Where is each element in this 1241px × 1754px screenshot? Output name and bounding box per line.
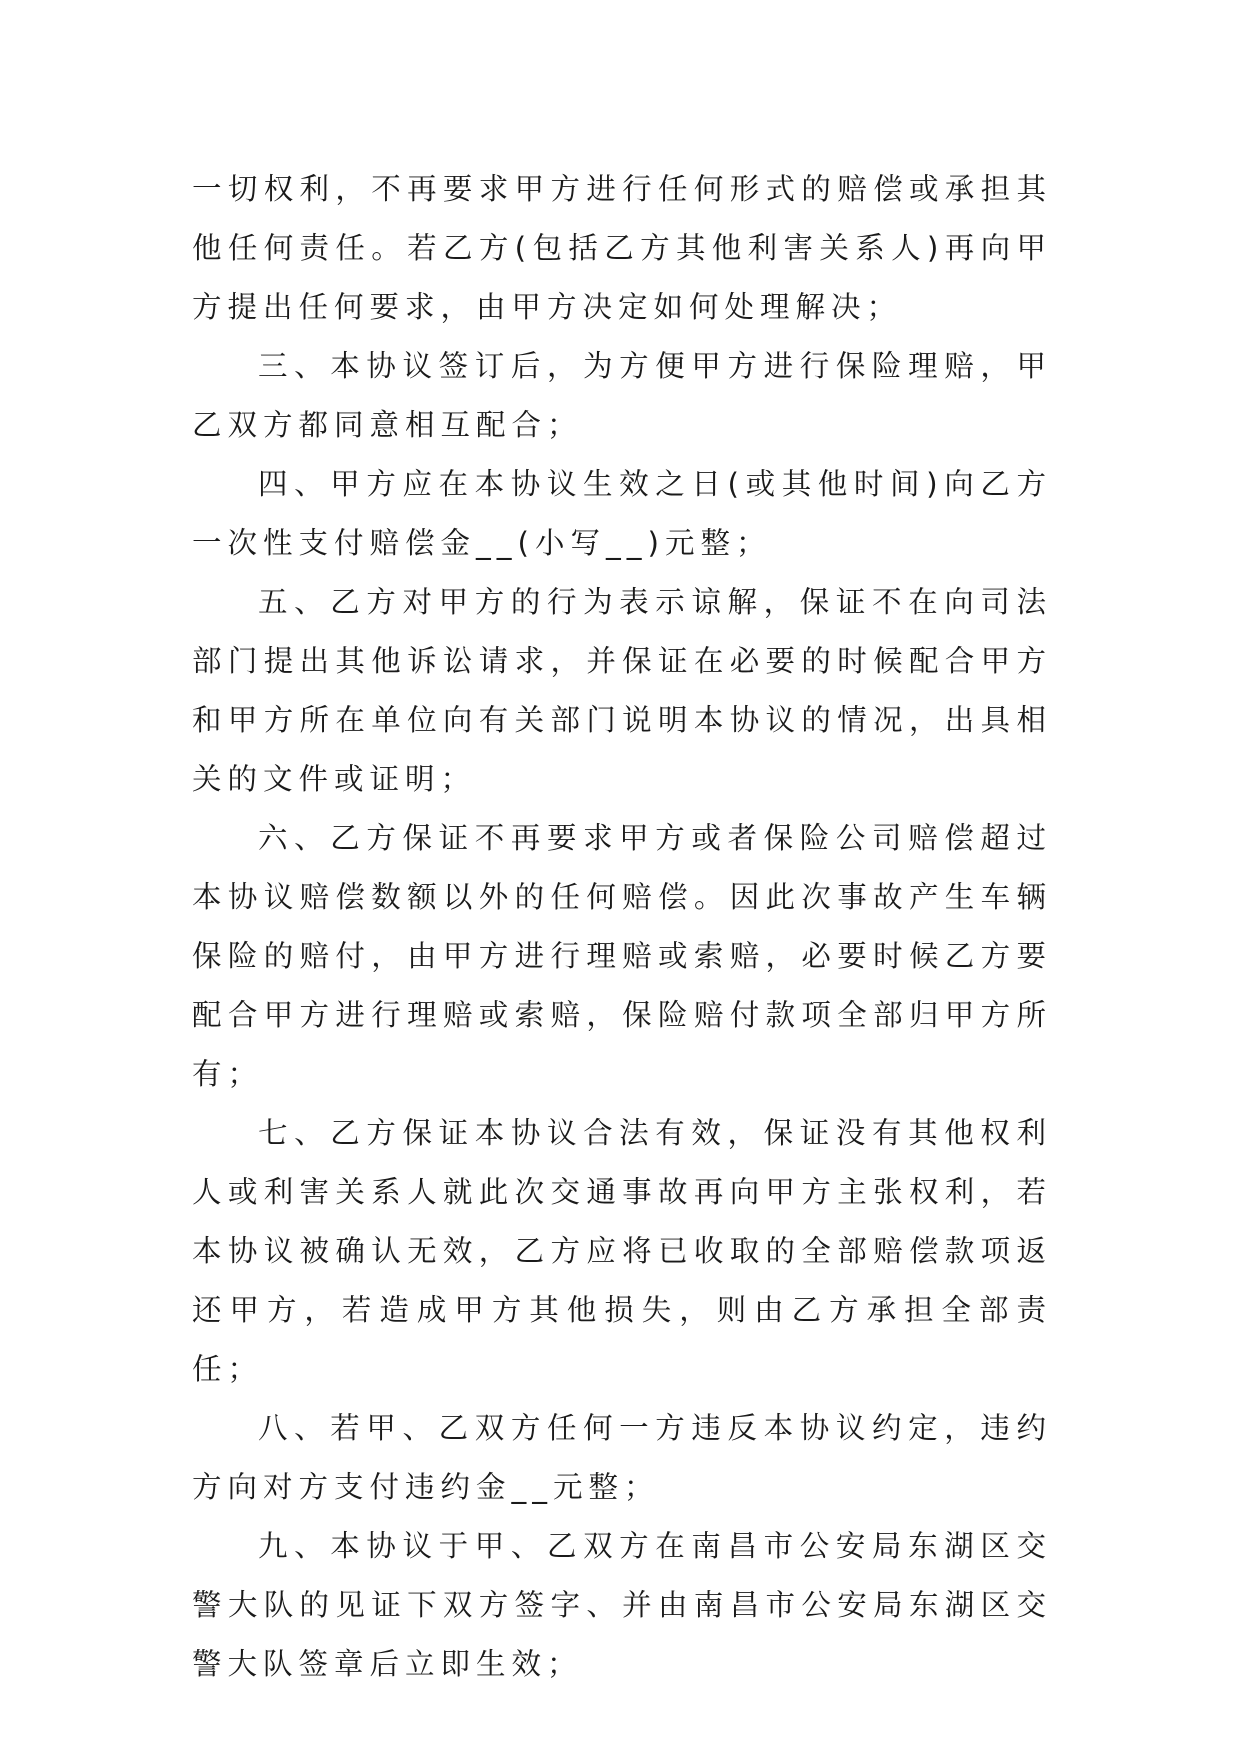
clause-9: 九、本协议于甲、乙双方在南昌市公安局东湖区交警大队的见证下双方签字、并由南昌市公安局东湖区交警大队签章后立即生效； xyxy=(192,1529,1052,1681)
clause-7: 七、乙方保证本协议合法有效，保证没有其他权利人或利害关系人就此次交通事故再向甲方主张权利，若本协议被确认无效，乙方应将已收取的全部赔偿款项返还甲方，若造成甲方其他损失，则由乙方承担全部责任； xyxy=(192,1116,1052,1386)
paragraph-continuation: 一切权利，不再要求甲方进行任何形式的赔偿或承担其他任何责任。若乙方(包括乙方其他利害关系人)再向甲方提出任何要求，由甲方决定如何处理解决； xyxy=(192,172,1052,324)
clause-6: 六、乙方保证不再要求甲方或者保险公司赔偿超过本协议赔偿数额以外的任何赔偿。因此次事故产生车辆保险的赔付，由甲方进行理赔或索赔，必要时候乙方要配合甲方进行理赔或索赔，保险赔付款项全部归甲方所有； xyxy=(192,821,1052,1091)
clause-4: 四、甲方应在本协议生效之日(或其他时间)向乙方一次性支付赔偿金__(小写__)元整； xyxy=(192,467,1052,560)
clause-3: 三、本协议签订后，为方便甲方进行保险理赔，甲乙双方都同意相互配合； xyxy=(192,349,1052,442)
document-page xyxy=(192,160,1052,1694)
clause-8: 八、若甲、乙双方任何一方违反本协议约定，违约方向对方支付违约金__元整； xyxy=(192,1411,1052,1504)
clause-5: 五、乙方对甲方的行为表示谅解，保证不在向司法部门提出其他诉讼请求，并保证在必要的时候配合甲方和甲方所在单位向有关部门说明本协议的情况，出具相关的文件或证明； xyxy=(192,585,1052,796)
